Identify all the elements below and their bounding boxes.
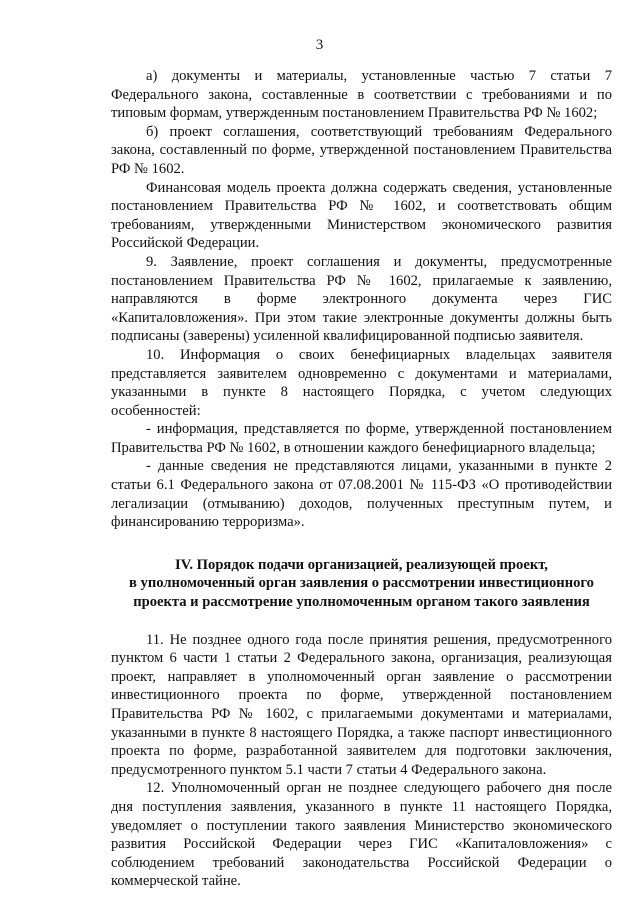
paragraph-clause-11: 11. Не позднее одного года после принятия решения, предусмотренного пунктом 6 части 1 статьи 2 Федерального закона, организация, реализующая проект, направляет в уполномоченный орган заявление о рассмотрении инвестиционного проекта по форме, утвержденной постановлением Правительства РФ № 1602, с прилагаемыми документами и материалами, указанными в пункте 8 настоящего Порядка, а также паспорт инвестиционного проекта по форме, разработанной заявителем для подготовки заключения, предусмотренного пунктом 5.1 части 7 статьи 4 Федерального закона. xyxy=(111,631,612,778)
paragraph-clause-12: 12. Уполномоченный орган не позднее следующего рабочего дня после дня поступления заявления, указанного в пункте 11 настоящего Порядка, уведомляет о поступлении такого заявления Министерство экономического развития Российской Федерации через ГИС «Капиталовложения» с соблюдением требований законодательства Российской Федерации о коммерческой тайне. xyxy=(111,780,612,890)
section-heading-line-3: проекта и рассмотрение уполномоченным органом такого заявления xyxy=(133,594,590,611)
paragraph-item-b: б) проект соглашения, соответствующий требованиям Федерального закона, составленный по форме, утвержденной постановлением Правительства РФ № 1602. xyxy=(111,123,612,177)
paragraph-item-a: а) документы и материалы, установленные частью 7 статьи 7 Федерального закона, составленные в соответствии с требованиями и по типовым формам, утвержденным постановлением Правительства РФ № 1602; xyxy=(111,68,612,122)
section-heading xyxy=(111,556,612,612)
paragraph-bullet-2: - данные сведения не представляются лицами, указанными в пункте 2 статьи 6.1 Федерального закона от 07.08.2001 № 115-ФЗ «О противодействии легализации (отмыванию) доходов, полученных преступным путем, и финансированию терроризма». xyxy=(111,458,612,531)
section-heading-line-1: IV. Порядок подачи организацией, реализующей проект, xyxy=(175,556,548,573)
document-body xyxy=(111,67,612,891)
section-heading-line-2: в уполномоченный орган заявления о рассмотрении инвестиционного xyxy=(129,575,594,592)
paragraph-clause-10: 10. Информация о своих бенефициарных владельцах заявителя представляется заявителем одновременно с документами и материалами, указанными в пункте 8 настоящего Порядка, с учетом следующих особенностей: xyxy=(111,346,612,419)
paragraph-bullet-1: - информация, представляется по форме, утвержденной постановлением Правительства РФ № 1602, в отношении каждого бенефициарного владельца; xyxy=(111,421,612,456)
page-number: 3 xyxy=(315,37,324,53)
paragraph-clause-9: 9. Заявление, проект соглашения и документы, предусмотренные постановлением Правительства РФ № 1602, прилагаемые к заявлению, направляются в форме электронного документа через ГИС «Капиталовложения». При этом такие электронные документы должны быть подписаны (заверены) усиленной квалифицированной подписью заявителя. xyxy=(111,253,612,345)
paragraph-financial-model: Финансовая модель проекта должна содержать сведения, установленные постановлением Правительства РФ № 1602, и соответствовать общим требованиям, утвержденными Министерством экономического развития Российской Федерации. xyxy=(111,179,612,252)
